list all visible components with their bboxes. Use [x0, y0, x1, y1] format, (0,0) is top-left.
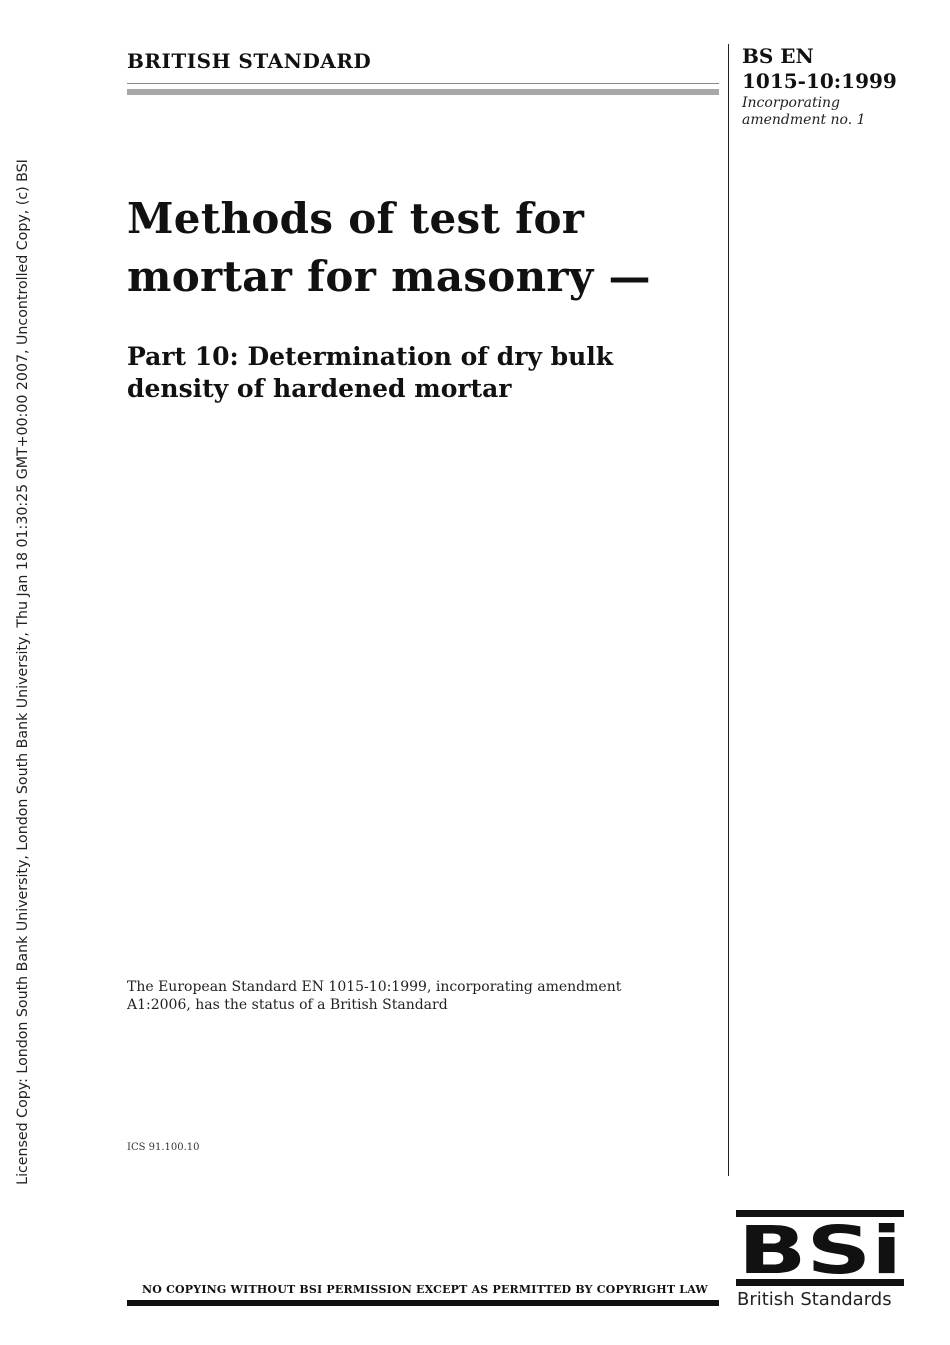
- bsi-logo-icon: [736, 1210, 904, 1286]
- ics-code: ICS 91.100.10: [127, 1142, 200, 1153]
- status-line1: The European Standard EN 1015-10:1999, incorporating amendment: [127, 979, 622, 995]
- footer-rule: [127, 1300, 719, 1306]
- margin-divider: [728, 44, 729, 1176]
- subtitle-line2: density of hardened mortar: [127, 374, 512, 403]
- subtitle-line1: Part 10: Determination of dry bulk: [127, 342, 614, 371]
- standard-number: [742, 44, 897, 94]
- license-watermark: Licensed Copy: London South Bank University, London South Bank University, Thu Jan 18 01:30:25 GMT+00:00 2007, Uncontrolled Copy, (c) BSI: [15, 159, 31, 1185]
- document-subtitle: [127, 341, 717, 405]
- amendment-note: [742, 95, 866, 129]
- status-statement: [127, 978, 687, 1014]
- title-line2: mortar for masonry —: [127, 252, 651, 301]
- copyright-notice: NO COPYING WITHOUT BSI PERMISSION EXCEPT AS PERMITTED BY COPYRIGHT LAW: [142, 1283, 708, 1296]
- logo-caption: British Standards: [737, 1289, 892, 1310]
- amendment-line2: amendment no. 1: [742, 112, 866, 128]
- document-category: BRITISH STANDARD: [127, 49, 372, 73]
- document-title: [127, 190, 717, 306]
- amendment-line1: Incorporating: [742, 95, 841, 111]
- title-line1: Methods of test for: [127, 194, 585, 243]
- svg-text:BSi: BSi: [738, 1212, 902, 1286]
- header-rule-thick: [127, 89, 719, 95]
- status-line2: A1:2006, has the status of a British Standard: [127, 997, 448, 1013]
- header-rule-thin: [127, 83, 719, 84]
- standard-number-line1: BS EN: [742, 44, 814, 68]
- standard-number-line2: 1015-10:1999: [742, 69, 897, 93]
